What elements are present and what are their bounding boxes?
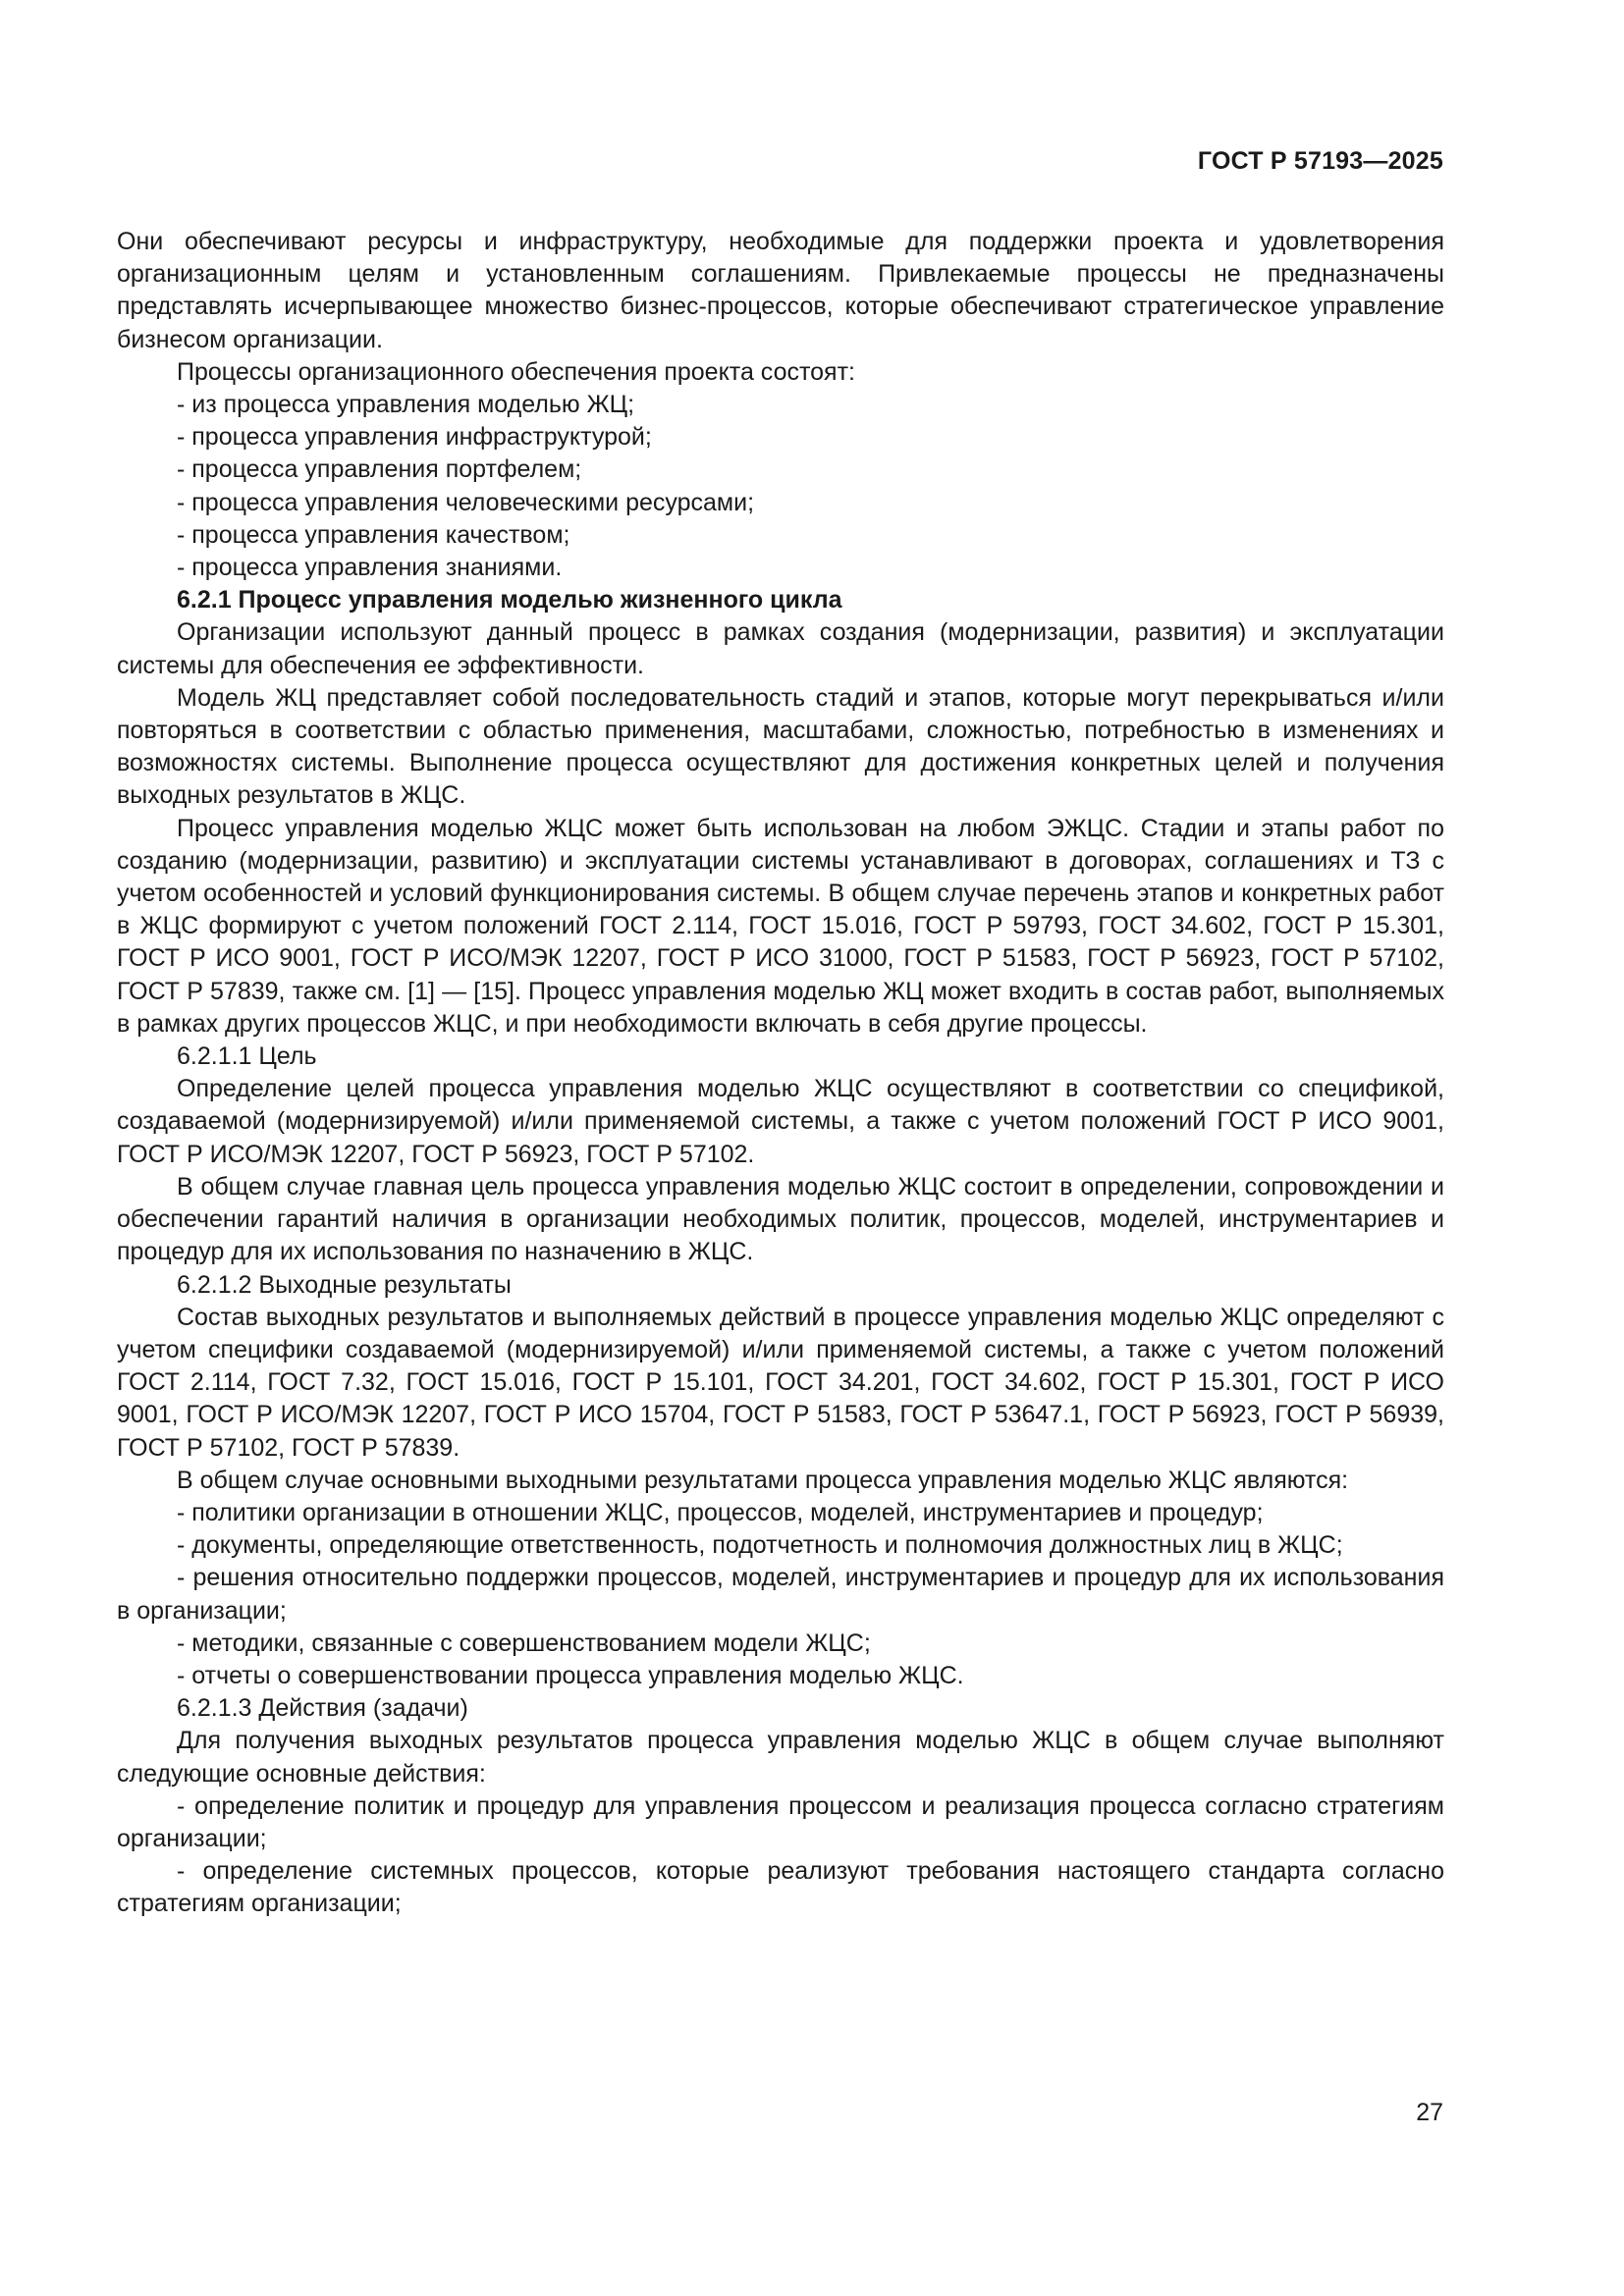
paragraph: Процессы организационного обеспечения проекта состоят: <box>177 357 855 386</box>
paragraph: Состав выходных результатов и выполняемых действий в процессе управления моделью ЖЦС определяют с учетом специфики создаваемой (модернизируемой) и/или применяемой системы, а также с учетом положений ГОСТ 2.114, ГОСТ 7.32, ГОСТ 15.016, ГОСТ Р 15.101, ГОСТ 34.201, ГОСТ 34.602, ГОСТ Р 15.301, ГОСТ Р ИСО 9001, ГОСТ Р ИСО/МЭК 12207, ГОСТ Р ИСО 15704, ГОСТ Р 51583, ГОСТ Р 53647.1, ГОСТ Р 56923, ГОСТ Р 56939, ГОСТ Р 57102, ГОСТ Р 57839. <box>117 1303 1444 1462</box>
list-item: - методики, связанные с совершенствованием модели ЖЦС; <box>177 1629 871 1657</box>
paragraph: Процесс управления моделью ЖЦС может быть использован на любом ЭЖЦС. Стадии и этапы работ по созданию (модернизации, развитию) и эксплуатации системы устанавливают в договорах, соглашениях и ТЗ с учетом особенностей и условий функционирования системы. В общем случае перечень этапов и конкретных работ в ЖЦС формируют с учетом положений ГОСТ 2.114, ГОСТ 15.016, ГОСТ Р 59793, ГОСТ 34.602, ГОСТ Р 15.301, ГОСТ Р ИСО 9001, ГОСТ Р ИСО/МЭК 12207, ГОСТ Р ИСО 31000, ГОСТ Р 51583, ГОСТ Р 56923, ГОСТ Р 57102, ГОСТ Р 57839, также см. [1] — [15]. Процесс управления моделью ЖЦ может входить в состав работ, выполняемых в рамках других процессов ЖЦС, и при необходимости включать в себя другие процессы. <box>117 814 1444 1038</box>
paragraph: Определение целей процесса управления моделью ЖЦС осуществляют в соответствии со спецификой, создаваемой (модернизируемой) и/или применяемой системы, а также с учетом положений ГОСТ Р ИСО 9001, ГОСТ Р ИСО/МЭК 12207, ГОСТ Р 56923, ГОСТ Р 57102. <box>117 1075 1444 1168</box>
section-heading: 6.2.1 Процесс управления моделью жизненного цикла <box>177 586 842 614</box>
subsection-heading: 6.2.1.3 Действия (задачи) <box>177 1694 468 1723</box>
paragraph: Организации используют данный процесс в рамках создания (модернизации, развития) и эксплуатации системы для обеспечения ее эффективности. <box>117 618 1444 679</box>
list-item: - политики организации в отношении ЖЦС, процессов, моделей, инструментариев и процедур; <box>177 1498 1264 1526</box>
list-item: - из процесса управления моделью ЖЦ; <box>177 391 635 419</box>
paragraph: Для получения выходных результатов процесса управления моделью ЖЦС в общем случае выполняют следующие основные действия: <box>117 1727 1444 1788</box>
page-number: 27 <box>1416 2099 1443 2126</box>
paragraph: Модель ЖЦ представляет собой последовательность стадий и этапов, которые могут перекрываться и/или повторяться в соответствии с областью применения, масштабами, сложностью, потребностью в изменениях и возможностях системы. Выполнение процесса осуществляют для достижения конкретных целей и получения выходных результатов в ЖЦС. <box>117 683 1444 810</box>
list-item: - определение политик и процедур для управления процессом и реализация процесса согласно стратегиям организации; <box>117 1791 1444 1852</box>
paragraph: В общем случае основными выходными результатами процесса управления моделью ЖЦС являются: <box>177 1466 1349 1494</box>
document-body <box>117 226 1444 1921</box>
subsection-heading: 6.2.1.1 Цель <box>177 1042 317 1071</box>
document-code-header: ГОСТ Р 57193—2025 <box>1197 147 1443 175</box>
paragraph: Они обеспечивают ресурсы и инфраструктуру, необходимые для поддержки проекта и удовлетворения организационным целям и установленным соглашениям. Привлекаемые процессы не предназначены представлять исчерпывающее множество бизнес-процессов, которые обеспечивают стратегическое управление бизнесом организации. <box>117 228 1444 353</box>
list-item: - решения относительно поддержки процессов, моделей, инструментариев и процедур для их использования в организации; <box>117 1564 1444 1625</box>
list-item: - процесса управления качеством; <box>177 520 570 549</box>
list-item: - отчеты о совершенствовании процесса управления моделью ЖЦС. <box>177 1661 964 1689</box>
list-item: - процесса управления знаниями. <box>177 554 563 582</box>
paragraph: В общем случае главная цель процесса управления моделью ЖЦС состоит в определении, сопровождении и обеспечении гарантий наличия в организации необходимых политик, процессов, моделей, инструментариев и процедур для их использования по назначению в ЖЦС. <box>117 1172 1444 1266</box>
subsection-heading: 6.2.1.2 Выходные результаты <box>177 1270 512 1299</box>
list-item: - определение системных процессов, которые реализуют требования настоящего стандарта согласно стратегиям организации; <box>117 1857 1444 1918</box>
list-item: - процесса управления человеческими ресурсами; <box>177 488 755 516</box>
list-item: - процесса управления портфелем; <box>177 455 582 484</box>
list-item: - документы, определяющие ответственность, подотчетность и полномочия должностных лиц в ЖЦС; <box>177 1531 1343 1560</box>
list-item: - процесса управления инфраструктурой; <box>177 423 652 452</box>
